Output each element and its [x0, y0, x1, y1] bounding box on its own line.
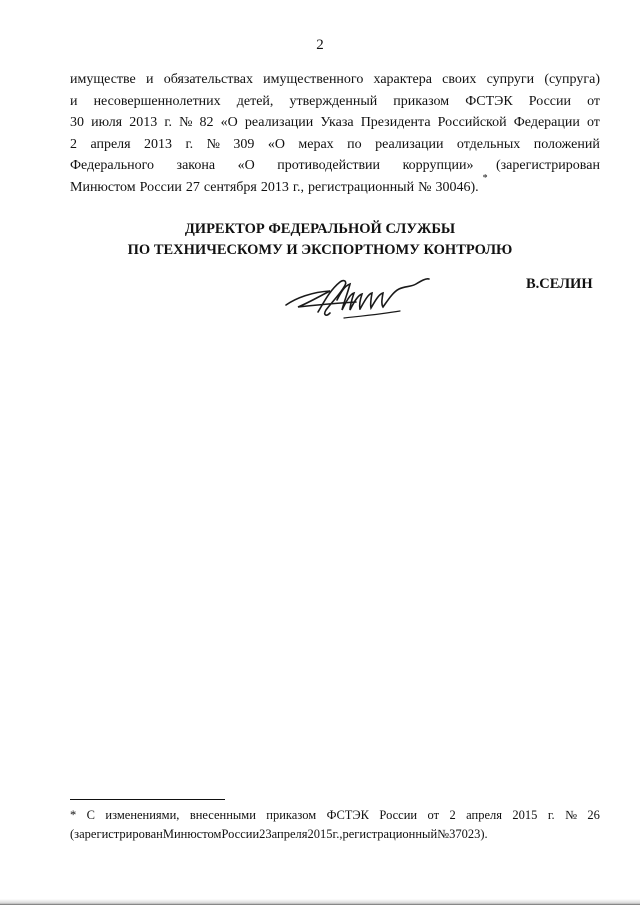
footnote-word: 23: [259, 827, 272, 841]
body-line: [70, 155, 600, 177]
signatory-name: В.СЕЛИН: [526, 276, 593, 292]
body-word: г.: [185, 136, 194, 152]
body-line: [70, 112, 600, 134]
body-word: имущественного: [263, 72, 364, 87]
body-word: характера: [373, 72, 432, 87]
body-word: «О: [220, 115, 238, 130]
body-word: коррупции»: [402, 158, 474, 173]
body-word: противодействии: [277, 158, 381, 173]
footnote-word: 2015: [512, 808, 538, 822]
body-word: своих: [442, 72, 477, 87]
body-word: положений: [533, 136, 600, 152]
body-word: 30: [70, 115, 84, 130]
footnote-word: приказом: [266, 808, 317, 822]
footnote-word: апреля: [466, 808, 502, 822]
body-word: от: [586, 115, 600, 130]
footnote-divider: [70, 799, 225, 800]
footnote-line-last: [70, 825, 600, 844]
footnote-word: №: [437, 827, 450, 841]
body-word: мерах: [298, 136, 334, 152]
body-line: [70, 134, 600, 156]
body-paragraph: [70, 69, 600, 198]
footnote-word: *: [70, 808, 77, 822]
handwritten-signature: [282, 272, 432, 328]
footnote-word: С: [86, 808, 95, 822]
body-word: «О: [267, 136, 285, 152]
footnote-word: ФСТЭК: [326, 808, 370, 822]
footnote-word: изменениями,: [105, 808, 180, 822]
footnote-word: г.,: [332, 827, 343, 841]
body-word: России: [139, 179, 182, 195]
footnote-word: 2015: [307, 827, 333, 841]
body-word: и: [70, 93, 78, 109]
body-word: сентября: [203, 179, 257, 195]
footnote-line: [70, 806, 600, 825]
footnote-reference-marker: *: [482, 172, 488, 184]
body-word: №: [206, 136, 220, 152]
page-number: 2: [316, 37, 324, 53]
body-word: (зарегистрирован: [495, 158, 600, 173]
body-word: №: [418, 179, 432, 195]
body-word: Федерации: [513, 115, 580, 130]
body-word: 2013: [144, 136, 173, 152]
footnote-word: России: [221, 827, 260, 841]
body-word: России: [528, 93, 571, 109]
body-word: по: [347, 136, 362, 152]
body-word: 30046).: [435, 179, 479, 195]
body-word: обязательствах: [163, 72, 253, 87]
body-word: г.: [164, 115, 172, 130]
body-word: Федерального: [70, 158, 155, 173]
body-word: приказом: [393, 93, 450, 109]
body-word: реализации: [244, 115, 314, 130]
body-word: регистрационный: [308, 179, 415, 195]
body-word: г.,: [292, 179, 305, 195]
footnote-word: №: [565, 808, 577, 822]
body-word: 27: [185, 179, 200, 195]
body-word: Указа: [320, 115, 354, 130]
footnote-word: России: [379, 808, 418, 822]
body-word: имуществе: [70, 72, 136, 87]
footnote-word: от: [427, 808, 440, 822]
body-word: 2: [70, 136, 77, 152]
body-word: реализации: [375, 136, 444, 152]
body-word: детей,: [236, 93, 274, 109]
body-word: Минюстом: [70, 179, 136, 195]
body-word: и: [145, 72, 154, 87]
body-word: 2013: [260, 179, 289, 195]
body-word: апреля: [90, 136, 131, 152]
signatory-title-line-1: ДИРЕКТОР ФЕДЕРАЛЬНОЙ СЛУЖБЫ: [184, 221, 456, 237]
footnote-word: регистрационный: [342, 827, 438, 841]
footnote-word: 26: [587, 808, 600, 822]
footnote-word: Минюстом: [162, 827, 222, 841]
footnote-word: г.: [547, 808, 555, 822]
footnote: [70, 806, 600, 844]
body-word: от: [587, 93, 600, 109]
body-word: отдельных: [456, 136, 521, 152]
footnote-word: 2: [449, 808, 456, 822]
body-word: июля: [91, 115, 123, 130]
body-word: Российской: [437, 115, 507, 130]
body-line: [70, 69, 600, 91]
scan-edge-shadow: [0, 899, 640, 905]
footnote-word: (зарегистрирован: [70, 827, 163, 841]
footnote-word: 37023).: [449, 827, 488, 841]
body-word: Президента: [360, 115, 431, 130]
signatory-title-line-2: ПО ТЕХНИЧЕСКОМУ И ЭКСПОРТНОМУ КОНТРОЛЮ: [127, 242, 513, 258]
body-word: 309: [233, 136, 255, 152]
body-word: ФСТЭК: [465, 93, 513, 109]
body-line: [70, 91, 600, 113]
body-line-last: [70, 172, 600, 199]
signatory-title: [0, 219, 640, 261]
body-word: 82: [199, 115, 214, 130]
body-word: несовершеннолетних: [93, 93, 221, 109]
footnote-word: внесенными: [189, 808, 256, 822]
body-word: утвержденный: [289, 93, 378, 109]
footnote-word: апреля: [271, 827, 308, 841]
body-word: (супруга): [544, 72, 600, 87]
body-word: закона: [176, 158, 216, 173]
body-word: 2013: [129, 115, 158, 130]
body-word: супруги: [486, 72, 535, 87]
body-word: «О: [237, 158, 255, 173]
body-word: №: [179, 115, 193, 130]
